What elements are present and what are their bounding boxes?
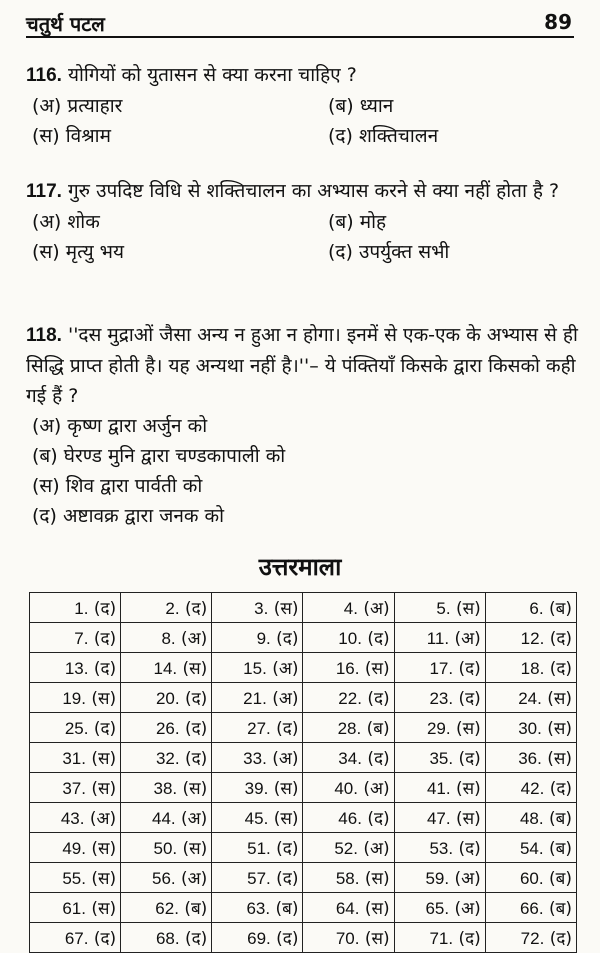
answer-option: (अ) xyxy=(454,899,481,919)
answer-number: 11. xyxy=(426,629,450,648)
answer-option: (ब) xyxy=(549,899,572,919)
answer-cell xyxy=(485,803,576,833)
answer-option: (द) xyxy=(367,689,390,709)
answer-number: 45. xyxy=(244,809,269,828)
answer-number: 43. xyxy=(60,809,85,828)
answer-cell xyxy=(121,773,212,803)
answer-number: 52. xyxy=(334,839,358,858)
answer-cell xyxy=(485,833,576,863)
answer-number: 63. xyxy=(246,899,271,918)
question-117 xyxy=(26,176,582,267)
answer-cell xyxy=(30,893,121,923)
answer-cell xyxy=(121,863,212,893)
answer-cell xyxy=(485,773,576,803)
answer-option: (अ) xyxy=(89,809,117,829)
answer-option: (स) xyxy=(456,599,481,619)
answer-number: 16. xyxy=(335,659,360,678)
table-row xyxy=(30,743,577,773)
question-116 xyxy=(26,60,582,151)
answer-option: (स) xyxy=(456,809,481,829)
option-a: (अ) कृष्ण द्वारा अर्जुन को xyxy=(32,415,208,437)
answer-number: 38. xyxy=(153,779,178,798)
answer-number: 35. xyxy=(429,749,454,768)
answer-number: 70. xyxy=(335,929,360,948)
answer-number: 12. xyxy=(520,629,545,648)
table-row xyxy=(30,593,577,623)
table-row xyxy=(30,623,577,653)
answer-cell xyxy=(485,653,576,683)
answer-option: (स) xyxy=(547,719,572,739)
answer-option: (स) xyxy=(91,839,117,859)
option-d: (द) उपर्युक्त सभी xyxy=(328,241,450,263)
options xyxy=(26,207,582,267)
answer-number: 30. xyxy=(518,719,542,738)
page-number: 89 xyxy=(544,10,572,34)
answer-cell xyxy=(394,593,485,623)
answer-option: (अ) xyxy=(454,629,481,649)
answer-cell xyxy=(394,713,485,743)
answer-cell xyxy=(212,653,303,683)
table-row xyxy=(30,833,577,863)
answer-option: (द) xyxy=(549,659,572,679)
answer-cell xyxy=(303,803,394,833)
answer-cell xyxy=(121,653,212,683)
answer-option: (ब) xyxy=(275,899,299,919)
answer-option: (द) xyxy=(458,839,481,859)
answer-option: (द) xyxy=(458,749,481,769)
answer-option: (द) xyxy=(185,599,208,619)
answer-number: 32. xyxy=(155,749,180,768)
answer-number: 25. xyxy=(64,719,89,738)
answer-cell xyxy=(303,593,394,623)
answer-cell xyxy=(212,623,303,653)
answer-option: (स) xyxy=(273,779,299,799)
answer-cell xyxy=(121,923,212,953)
answer-cell xyxy=(485,923,576,953)
answer-option: (स) xyxy=(273,809,299,829)
table-row xyxy=(30,713,577,743)
answer-option: (द) xyxy=(93,599,117,619)
table-row xyxy=(30,653,577,683)
answer-option: (द) xyxy=(185,689,208,709)
answer-option: (अ) xyxy=(181,869,208,889)
answer-option: (अ) xyxy=(454,869,481,889)
answer-number: 2. xyxy=(165,599,180,618)
answer-cell xyxy=(212,803,303,833)
answer-option: (द) xyxy=(549,629,572,649)
answer-cell xyxy=(485,593,576,623)
answer-option: (अ) xyxy=(363,599,390,619)
answer-cell xyxy=(394,623,485,653)
answer-cell xyxy=(394,863,485,893)
answer-cell xyxy=(303,863,394,893)
answer-number: 21. xyxy=(243,689,267,708)
answer-cell xyxy=(303,893,394,923)
answer-cell xyxy=(121,623,212,653)
question-text xyxy=(26,60,582,91)
answer-cell xyxy=(303,713,394,743)
question-body: ''दस मुद्राओं जैसा अन्य न हुआ न होगा। इनमें से एक-एक के अभ्यास से ही सिद्धि प्राप्त होती है। यह अन्यथा नहीं है।''– ये पंक्तियाँ किसके द्वारा किसको कही गई हैं ? xyxy=(26,324,578,407)
answer-number: 14. xyxy=(153,659,178,678)
answer-number: 23. xyxy=(429,689,454,708)
answer-number: 26. xyxy=(155,719,180,738)
answer-option: (अ) xyxy=(363,839,390,859)
answer-number: 22. xyxy=(338,689,362,708)
answer-cell xyxy=(121,593,212,623)
answer-number: 42. xyxy=(520,779,545,798)
answer-number: 20. xyxy=(155,689,180,708)
answer-cell xyxy=(212,863,303,893)
answer-cell xyxy=(485,623,576,653)
answer-cell xyxy=(121,713,212,743)
table-row xyxy=(30,923,577,953)
answer-cell xyxy=(303,653,394,683)
question-text xyxy=(26,320,582,411)
option-b: (ब) ध्यान xyxy=(328,95,394,117)
answer-cell xyxy=(30,773,121,803)
answer-option: (अ) xyxy=(272,749,299,769)
answer-option: (स) xyxy=(456,719,481,739)
answer-option: (द) xyxy=(549,929,572,949)
answer-option: (स) xyxy=(91,689,117,709)
answer-cell xyxy=(212,923,303,953)
answer-option: (स) xyxy=(91,749,117,769)
answer-number: 10. xyxy=(338,629,362,648)
answer-option: (द) xyxy=(458,689,481,709)
answer-option: (स) xyxy=(273,599,299,619)
answer-option: (द) xyxy=(276,869,299,889)
option-a: (अ) शोक xyxy=(32,211,100,233)
answer-number: 50. xyxy=(153,839,178,858)
answer-option: (स) xyxy=(91,869,117,889)
answer-number: 34. xyxy=(338,749,362,768)
answer-cell xyxy=(212,743,303,773)
answer-option: (स) xyxy=(364,899,390,919)
answer-option: (द) xyxy=(458,659,481,679)
answer-option: (द) xyxy=(549,779,572,799)
answer-number: 29. xyxy=(426,719,451,738)
table-row xyxy=(30,773,577,803)
answer-number: 69. xyxy=(247,929,271,948)
answer-number: 6. xyxy=(529,599,544,618)
answer-number: 31. xyxy=(62,749,86,768)
answer-option: (ब) xyxy=(366,719,390,739)
answer-cell xyxy=(30,683,121,713)
answer-option: (स) xyxy=(547,749,572,769)
question-number: 116. xyxy=(26,65,62,86)
answer-option: (अ) xyxy=(363,779,390,799)
answer-cell xyxy=(121,683,212,713)
answer-number: 60. xyxy=(519,869,544,888)
answer-number: 46. xyxy=(338,809,362,828)
answer-number: 61. xyxy=(62,899,86,918)
answer-number: 36. xyxy=(518,749,542,768)
answer-cell xyxy=(30,803,121,833)
answer-number: 66. xyxy=(519,899,544,918)
answer-option: (द) xyxy=(93,719,117,739)
answer-option: (द) xyxy=(185,719,208,739)
question-118 xyxy=(26,320,582,531)
answer-number: 18. xyxy=(520,659,545,678)
answer-number: 39. xyxy=(244,779,269,798)
answer-number: 53. xyxy=(429,839,454,858)
answer-cell xyxy=(394,893,485,923)
answer-option: (द) xyxy=(93,629,117,649)
answer-cell xyxy=(394,773,485,803)
answer-option: (स) xyxy=(364,929,390,949)
answer-option: (द) xyxy=(93,929,117,949)
answer-cell xyxy=(394,653,485,683)
answer-cell xyxy=(30,863,121,893)
table-row xyxy=(30,863,577,893)
answer-number: 59. xyxy=(425,869,450,888)
answer-number: 48. xyxy=(519,809,544,828)
answer-option: (द) xyxy=(276,839,299,859)
answer-cell xyxy=(303,683,394,713)
answer-cell xyxy=(30,653,121,683)
answer-option: (स) xyxy=(364,659,390,679)
answer-cell xyxy=(303,833,394,863)
option-d: (द) शक्तिचालन xyxy=(328,125,439,147)
answer-number: 55. xyxy=(62,869,86,888)
answer-number: 41. xyxy=(426,779,451,798)
answer-number: 47. xyxy=(426,809,451,828)
answer-option: (स) xyxy=(182,839,208,859)
chapter-title: चतुर्थ पटल xyxy=(26,12,105,36)
answer-number: 62. xyxy=(155,899,179,918)
option-b: (ब) मोह xyxy=(328,211,387,233)
answer-number: 1. xyxy=(74,599,89,618)
answer-option: (स) xyxy=(456,779,481,799)
answer-number: 3. xyxy=(254,599,269,618)
answer-number: 56. xyxy=(152,869,176,888)
answer-number: 19. xyxy=(62,689,86,708)
answer-cell xyxy=(121,743,212,773)
answer-option: (द) xyxy=(367,749,390,769)
answer-number: 68. xyxy=(155,929,180,948)
answer-number: 27. xyxy=(247,719,271,738)
table-row xyxy=(30,683,577,713)
answer-option: (स) xyxy=(91,899,117,919)
answer-number: 33. xyxy=(243,749,267,768)
answer-cell xyxy=(212,683,303,713)
table-row xyxy=(30,803,577,833)
answer-number: 8. xyxy=(161,629,176,648)
answer-number: 49. xyxy=(62,839,86,858)
answer-cell xyxy=(394,833,485,863)
answer-key-table xyxy=(29,592,577,953)
option-c: (स) मृत्यु भय xyxy=(32,241,125,263)
answer-cell xyxy=(303,623,394,653)
answer-number: 51. xyxy=(247,839,271,858)
answer-cell xyxy=(303,923,394,953)
answer-cell xyxy=(303,773,394,803)
page-header xyxy=(26,10,574,38)
answer-cell xyxy=(212,833,303,863)
answer-option: (द) xyxy=(276,929,299,949)
answer-number: 7. xyxy=(74,629,89,648)
answer-option: (ब) xyxy=(549,599,572,619)
answer-number: 71. xyxy=(429,929,454,948)
answer-option: (स) xyxy=(182,659,208,679)
answer-cell xyxy=(394,803,485,833)
answer-cell xyxy=(485,683,576,713)
question-number: 117. xyxy=(26,181,62,202)
answer-cell xyxy=(30,743,121,773)
answer-number: 64. xyxy=(335,899,360,918)
answer-option: (अ) xyxy=(181,629,208,649)
answer-number: 54. xyxy=(519,839,544,858)
answer-option: (ब) xyxy=(549,869,572,889)
answer-cell xyxy=(30,713,121,743)
answer-number: 13. xyxy=(64,659,89,678)
answer-number: 40. xyxy=(334,779,358,798)
answer-number: 17. xyxy=(429,659,454,678)
answer-cell xyxy=(303,743,394,773)
answer-cell xyxy=(212,773,303,803)
answer-number: 57. xyxy=(247,869,271,888)
answer-cell xyxy=(394,683,485,713)
answer-option: (द) xyxy=(276,719,299,739)
answer-number: 5. xyxy=(436,599,451,618)
answer-cell xyxy=(394,743,485,773)
answer-option: (द) xyxy=(185,749,208,769)
option-a: (अ) प्रत्याहार xyxy=(32,95,123,117)
question-body: गुरु उपदिष्ट विधि से शक्तिचालन का अभ्यास करने से क्या नहीं होता है ? xyxy=(67,180,560,202)
option-c: (स) शिव द्वारा पार्वती को xyxy=(32,475,203,497)
answer-option: (ब) xyxy=(184,899,208,919)
answer-cell xyxy=(212,593,303,623)
answer-cell xyxy=(212,713,303,743)
answer-option: (ब) xyxy=(549,809,572,829)
answer-option: (अ) xyxy=(272,659,299,679)
answer-cell xyxy=(121,893,212,923)
answer-number: 28. xyxy=(337,719,362,738)
answer-option: (स) xyxy=(182,779,208,799)
answer-number: 15. xyxy=(243,659,267,678)
answer-option: (स) xyxy=(91,779,117,799)
answer-option: (द) xyxy=(367,629,390,649)
answer-number: 44. xyxy=(152,809,176,828)
answer-option: (द) xyxy=(185,929,208,949)
answer-cell xyxy=(394,923,485,953)
answer-number: 65. xyxy=(425,899,450,918)
answer-option: (स) xyxy=(364,869,390,889)
answer-cell xyxy=(485,863,576,893)
answer-option: (द) xyxy=(93,659,117,679)
answer-cell xyxy=(30,833,121,863)
answer-cell xyxy=(485,893,576,923)
answer-number: 37. xyxy=(62,779,86,798)
answer-option: (द) xyxy=(276,629,299,649)
answer-number: 9. xyxy=(256,629,271,648)
answer-number: 58. xyxy=(335,869,360,888)
option-b: (ब) घेरण्ड मुनि द्वारा चण्डकापाली को xyxy=(32,445,286,467)
answer-option: (स) xyxy=(547,689,572,709)
answer-number: 4. xyxy=(343,599,358,618)
answer-cell xyxy=(121,803,212,833)
options xyxy=(26,411,582,531)
question-text xyxy=(26,176,582,207)
answer-number: 24. xyxy=(518,689,542,708)
answer-cell xyxy=(485,713,576,743)
question-number: 118. xyxy=(26,325,62,346)
options xyxy=(26,91,582,151)
answer-cell xyxy=(30,593,121,623)
answer-cell xyxy=(30,623,121,653)
option-c: (स) विश्राम xyxy=(32,125,111,147)
answer-option: (अ) xyxy=(181,809,208,829)
answer-number: 72. xyxy=(520,929,545,948)
answer-option: (अ) xyxy=(272,689,299,709)
question-body: योगियों को युतासन से क्या करना चाहिए ? xyxy=(67,64,357,86)
answer-option: (द) xyxy=(367,809,390,829)
answer-option: (द) xyxy=(458,929,481,949)
answer-option: (ब) xyxy=(549,839,572,859)
answer-cell xyxy=(212,893,303,923)
answer-number: 67. xyxy=(64,929,89,948)
table-row xyxy=(30,893,577,923)
answer-key-title: उत्तरमाला xyxy=(258,553,342,581)
answer-cell xyxy=(30,923,121,953)
answer-cell xyxy=(485,743,576,773)
answer-cell xyxy=(121,833,212,863)
option-d: (द) अष्टावक्र द्वारा जनक को xyxy=(32,505,225,527)
